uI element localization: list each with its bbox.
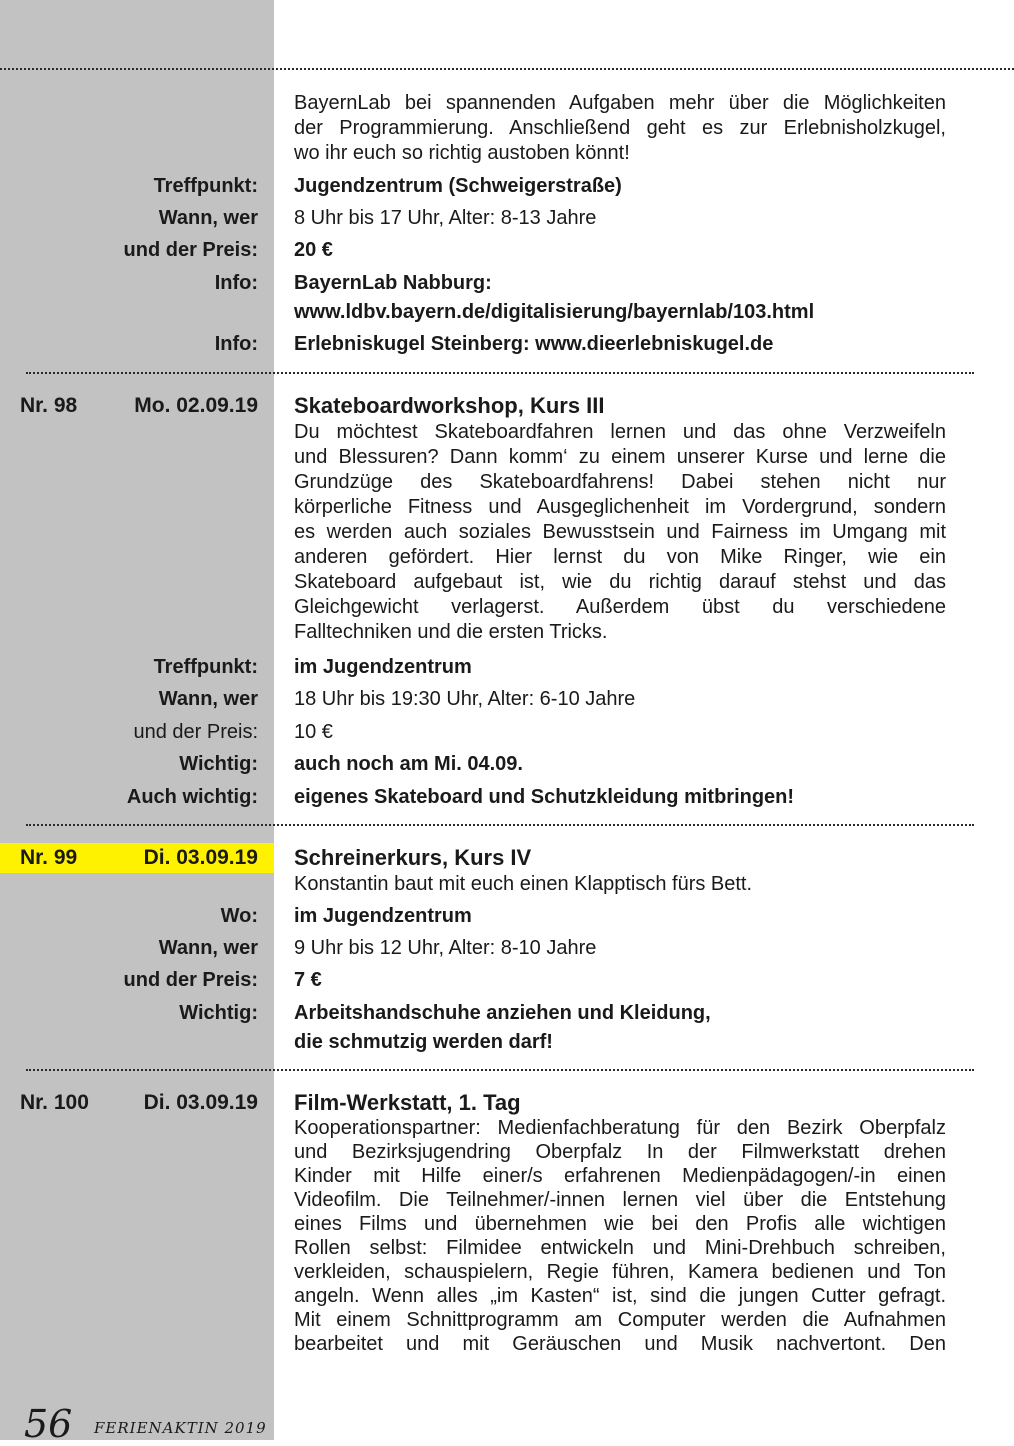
event-date: Di. 03.09.19 (143, 1091, 258, 1114)
event-title: Skateboardworkshop, Kurs III (294, 393, 605, 418)
page-number: 56 (24, 1402, 73, 1446)
event-description (294, 1116, 946, 1356)
event-number: Nr. 99 (20, 846, 78, 869)
event-number: Nr. 98 (20, 394, 78, 417)
description-line: und Blessuren? Dann komm‘ zu einem unserer Kurse und lerne die (294, 446, 946, 468)
description-line: es werden auch soziales Bewusstsein und Fairness im Umgang mit (294, 521, 946, 543)
description-line: Mit einem Schnittprogramm am Computer werden die Aufnahmen (294, 1309, 946, 1331)
event-description (294, 420, 946, 645)
wichtig-label: Wichtig: (179, 1002, 258, 1024)
event-description: Konstantin baut mit euch einen Klapptisch fürs Bett. (294, 873, 753, 895)
section-divider (26, 824, 974, 826)
treffpunkt-label: Treffpunkt: (153, 656, 258, 678)
description-line: verkleiden, schauspielern, Regie führen, Kamera bedienen und Ton (294, 1261, 946, 1283)
description-line: bearbeitet und mit Geräuschen und Musik nachvertont. Den (294, 1333, 946, 1355)
preis-value: 7 € (294, 969, 322, 991)
description-line: anderen gefördert. Hier lernst du von Mike Ringer, wie ein (294, 546, 946, 568)
top-dotted-divider (0, 68, 1014, 70)
info-link-bayernlab[interactable]: www.ldbv.bayern.de/digitalisierung/bayernlab/103.html (294, 301, 815, 323)
description-line: Kooperationspartner: Medienfachberatung für den Bezirk Oberpfalz (294, 1117, 946, 1139)
description-line: angeln. Wenn alles „im Kasten“ ist, sind die jungen Cutter gefragt. (294, 1285, 946, 1307)
description-line: Videofilm. Die Teilnehmer/-innen lernen viel über die Entstehung (294, 1189, 946, 1211)
description-line: eines Films und übernehmen wie bei den Profis alle wichtigen (294, 1213, 946, 1235)
event-title: Schreinerkurs, Kurs IV (294, 845, 532, 870)
wann-value: 9 Uhr bis 12 Uhr, Alter: 8-10 Jahre (294, 937, 597, 959)
description-line: und Bezirksjugendring Oberpfalz In der Filmwerkstatt drehen (294, 1141, 946, 1163)
info-value-bayernlab: BayernLab Nabburg: (294, 272, 492, 294)
auch-wichtig-label: Auch wichtig: (126, 786, 258, 808)
preis-label: und der Preis: (123, 969, 258, 991)
description-line: Grundzüge des Skateboardfahrens! Dabei stehen nicht nur (294, 471, 946, 493)
wann-label: Wann, wer (158, 688, 258, 710)
info-link-erlebniskugel[interactable]: Erlebniskugel Steinberg: www.dieerlebniskugel.de (294, 333, 774, 355)
treffpunkt-label: Treffpunkt: (153, 175, 258, 197)
description-line: Du möchtest Skateboardfahren lernen und das ohne Verzweifeln (294, 421, 946, 443)
description-line: Falltechniken und die ersten Tricks. (294, 621, 608, 643)
preis-value: 20 € (294, 239, 333, 261)
wichtig-value: auch noch am Mi. 04.09. (294, 753, 523, 775)
wichtig-value: die schmutzig werden darf! (294, 1031, 553, 1053)
wo-label: Wo: (220, 905, 258, 927)
wann-value: 18 Uhr bis 19:30 Uhr, Alter: 6-10 Jahre (294, 688, 636, 710)
intro-line: BayernLab bei spannenden Aufgaben mehr über die Möglichkeiten (294, 92, 946, 114)
wann-label: Wann, wer (158, 937, 258, 959)
wann-label: Wann, wer (158, 207, 258, 229)
wann-value: 8 Uhr bis 17 Uhr, Alter: 8-13 Jahre (294, 207, 597, 229)
publication-name: FERIENAKTIN 2019 (94, 1419, 267, 1437)
auch-wichtig-value: eigenes Skateboard und Schutzkleidung mitbringen! (294, 786, 795, 808)
description-line: Rollen selbst: Filmidee entwickeln und Mini-Drehbuch schreiben, (294, 1237, 946, 1259)
section-divider (26, 372, 974, 374)
description-line: Gleichgewicht verlagerst. Außerdem übst du verschiedene (294, 596, 946, 618)
intro-line: der Programmierung. Anschließend geht es zur Erlebnisholzkugel, (294, 117, 946, 139)
intro-paragraph (294, 91, 946, 166)
intro-line: wo ihr euch so richtig austoben könnt! (294, 142, 630, 164)
preis-value: 10 € (294, 721, 333, 743)
treffpunkt-value: Jugendzentrum (Schweigerstraße) (294, 175, 622, 197)
event-date: Di. 03.09.19 (143, 846, 258, 869)
description-line: Skateboard aufgebaut ist, wie du richtig darauf stehst und das (294, 571, 946, 593)
event-date: Mo. 02.09.19 (134, 394, 258, 417)
preis-label: und der Preis: (123, 239, 258, 261)
preis-label: und der Preis: (133, 721, 258, 743)
section-divider (26, 1069, 974, 1071)
info-label: Info: (214, 272, 258, 294)
info-label: Info: (214, 333, 258, 355)
wichtig-value: Arbeitshandschuhe anziehen und Kleidung, (294, 1002, 711, 1024)
treffpunkt-value: im Jugendzentrum (294, 656, 472, 678)
wichtig-label: Wichtig: (179, 753, 258, 775)
event-number: Nr. 100 (20, 1091, 89, 1114)
description-line: Kinder mit Hilfe einer/s erfahrenen Medienpädagogen/-in einen (294, 1165, 946, 1187)
event-title: Film-Werkstatt, 1. Tag (294, 1090, 521, 1115)
description-line: körperliche Fitness und Ausgeglichenheit im Vordergrund, sondern (294, 496, 946, 518)
wo-value: im Jugendzentrum (294, 905, 472, 927)
